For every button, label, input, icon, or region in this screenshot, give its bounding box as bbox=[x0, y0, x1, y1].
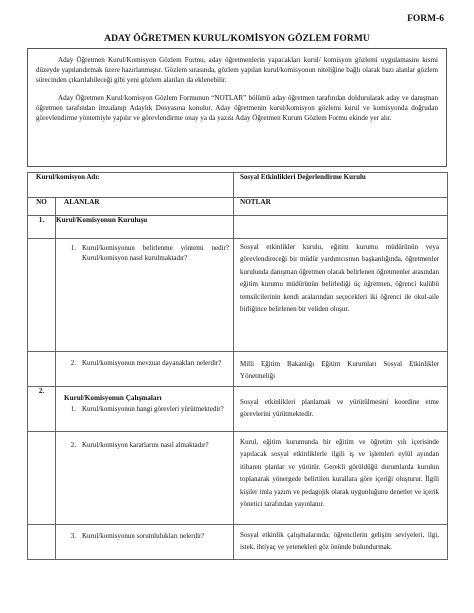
section-number: 2. bbox=[28, 387, 56, 432]
note-text[interactable]: Sosyal etkinlikleri planlamak ve yürütülmesini koordine etme görevlerini yürütmektedir. bbox=[240, 398, 440, 419]
table-row bbox=[28, 387, 448, 432]
note-text[interactable]: Sosyal etkinlik çalışmalarında; öğrencilerin gelişim seviyeleri, ilgi, istek, ihtiyaç ve yetenekleri göz önünde bulundurmak. bbox=[240, 531, 440, 552]
question-number: 3. bbox=[70, 532, 76, 540]
question-item bbox=[56, 531, 233, 541]
section-number: 1. bbox=[28, 216, 56, 239]
question-number: 1. bbox=[70, 244, 76, 252]
observation-table bbox=[27, 172, 448, 560]
table-header-row bbox=[28, 173, 448, 198]
intro-paragraph-2: Aday Öğretmen Kurul/komisyon Gözlem Formunun “NOTLAR” bölümü aday öğretmen tarafından doldurularak aday ve danışman öğretmen tarafından imzalanıp Adaylık Dosyasına konulur. Aday öğretmenin kurul/komisyon gözlemi kurul ve komisyonda doğrudan görevlendirme yöntemiyle yapılır ve görevlendirme onay ya da yazısı Aday Öğretmen Kurum Gözlem Formu ekinde yer alır. bbox=[36, 93, 438, 123]
note-text[interactable]: Sosyal etkinlikler kurulu, eğitim kurumu müdürünün veya görevlendireceği bir müdür yardımcısının başkanlığında, öğretmenler kurulunda danışman öğretmen olarak belirlenen öğretmenler arasından eğitim kurumu müdürünün belirlediği üç öğretmen, öğrenci kulübü temsilcilerinin kendi aralarından seçecekleri iki öğrenci ile okul-aile birliğince belirlenen bir veliden oluşur. bbox=[240, 243, 440, 314]
committee-name-label: Kurul/komisyon Adı: bbox=[28, 173, 234, 198]
col-alanlar-header: ALANLAR bbox=[56, 198, 234, 216]
question-number: 1. bbox=[70, 405, 76, 413]
committee-name-value[interactable]: Sosyal Etkinlikleri Değerlendirme Kurulu bbox=[234, 173, 448, 198]
intro-paragraph-1: Aday Öğretmen Kurul/Komisyon Gözlem Formu, aday öğretmenlerin yapacakları kurul/ komisyon gözlemi uygulamasını kısmi düzeyde yapılandırmak üzere hazırlanmıştır. Gözlem sırasında, gözlem yapılan kurul/komisyonun niteliğine bağlı olarak bazı alanlar gözlem sürecinden çıkarılabileceği gibi yeni gözlem alanları da eklenebilir. bbox=[36, 56, 438, 85]
question-text: Kurul/komisyonun sorumlulukları nelerdir? bbox=[82, 532, 205, 540]
section-notes-empty bbox=[234, 216, 448, 239]
section-row bbox=[28, 216, 448, 239]
note-text[interactable]: Kurul, eğitim kurumunda bir eğitim ve öğretim yılı içerisinde yapılacak sosyal etkinliklerle ilgili iş ve işlemleri eylül ayından itibaren planlar ve yürütür. Gerekli görüldüğü durumlarda kurulun toplanarak yönergede belirtilen kurallara göre içeriği oluşturur. İlgili kişiler imla yazım ve pedagojik olarak uygunluğunu denetler ve içerik yönetici tarafından yayınlanır. bbox=[240, 438, 440, 509]
form-title: ADAY ÖĞRETMEN KURUL/KOMİSYON GÖZLEM FORMU bbox=[104, 34, 370, 44]
table-row bbox=[28, 352, 448, 387]
table-row bbox=[28, 432, 448, 525]
question-item bbox=[56, 243, 233, 263]
question-item bbox=[56, 440, 233, 450]
question-item bbox=[56, 404, 233, 414]
note-text[interactable]: Milli Eğitim Bakanlığı Eğitim Kurumları Sosyal Etkinlikler Yönetmeliği bbox=[240, 360, 440, 381]
section-title: Kurul/Komisyonun Çalışmaları bbox=[64, 394, 162, 402]
section-title: Kurul/Komisyonun Kuruluşu bbox=[56, 216, 234, 239]
intro-box bbox=[27, 48, 447, 167]
col-no-header: NO bbox=[28, 198, 56, 216]
col-notlar-header: NOTLAR bbox=[234, 198, 448, 216]
question-text: Kurul/komisyonun belirlenme yöntemi nedir? Kurul/komisyon nasıl kurulmaktadır? bbox=[82, 244, 230, 262]
column-header-row bbox=[28, 198, 448, 216]
question-text: Kurul/komisyonun mevzuat dayanakları nelerdir? bbox=[82, 359, 222, 367]
question-text: Kurul/komisyonun hangi görevleri yürütmektedir? bbox=[82, 405, 224, 413]
question-text: Kurul/komisyon kararlarını nasıl almaktadır? bbox=[82, 441, 209, 449]
table-row bbox=[28, 525, 448, 560]
question-item bbox=[56, 358, 233, 368]
question-number: 2. bbox=[70, 441, 76, 449]
question-number: 2. bbox=[70, 359, 76, 367]
form-number: FORM-6 bbox=[407, 14, 444, 24]
table-row bbox=[28, 239, 448, 352]
